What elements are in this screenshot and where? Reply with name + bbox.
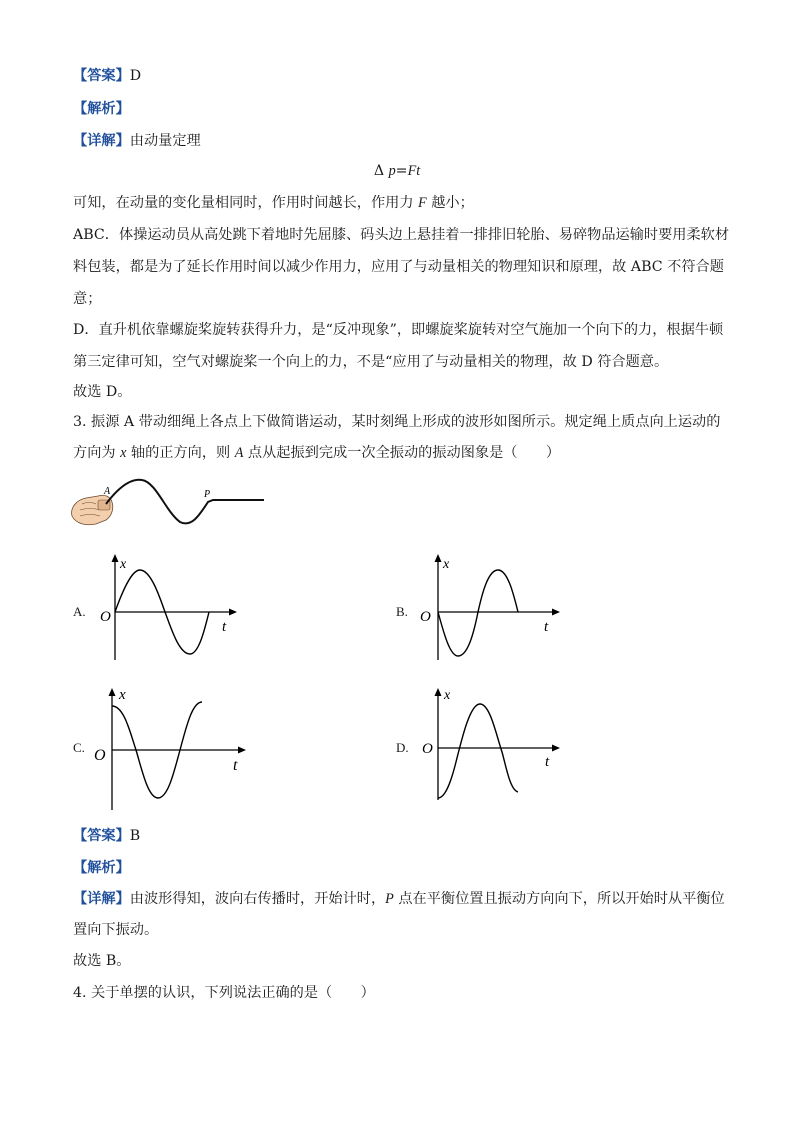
axis-arrow-icon [435, 554, 442, 562]
option-a-graph [95, 548, 245, 663]
conclusion: 故选 D。 [73, 384, 132, 400]
formula-delta: Δ [373, 163, 385, 179]
text-span: 可知，在动量的变化量相同时，作用时间越长，作用力 [73, 195, 419, 211]
axis-label-x: x [120, 557, 127, 572]
option-c-graph [92, 682, 252, 812]
text-span: 轴的正方向，则 [126, 445, 235, 461]
origin-label: O [422, 741, 433, 757]
paragraph-line: ABC．体操运动员从高处跳下着地时先屈膝、码头边上悬挂着一排排旧轮胎、易碎物品运输时要用柔软材 [73, 227, 730, 243]
text-span: 点在平衡位置且振动方向向下，所以开始时从平衡位 [393, 891, 725, 907]
paragraph-line: D．直升机依靠螺旋桨旋转获得升力，是“反冲现象”，即螺旋桨旋转对空气施加一个向下的力，根据牛顿 [73, 322, 724, 338]
hand-icon [72, 495, 113, 524]
rope-wave-figure [68, 470, 268, 532]
question-stem: 3. 振源 A 带动细绳上各点上下做简谐运动，某时刻绳上形成的波形如图所示。规定绳上质点向上运动的 [73, 414, 721, 430]
symbol-F: F [418, 195, 427, 211]
formula-eq: = [395, 163, 408, 179]
axis-label-t: t [544, 619, 549, 635]
axis-arrow-icon [435, 688, 442, 696]
detail-line [73, 889, 725, 909]
axis-label-x: x [443, 557, 450, 572]
answer-tag: 【答案】 [73, 68, 130, 84]
option-d-graph [418, 682, 568, 802]
text-span: 由波形得知，波向右传播时，开始计时， [129, 891, 386, 907]
answer-tag: 【答案】 [73, 828, 130, 844]
rope-label-A: A [104, 486, 111, 497]
analysis-line [73, 858, 130, 878]
origin-label: O [420, 609, 431, 625]
analysis-line [73, 99, 130, 119]
detail-intro: 由动量定理 [129, 133, 201, 149]
paragraph-line [73, 193, 474, 213]
curve [438, 570, 518, 656]
axis-arrow-icon [552, 609, 560, 616]
paragraph-line: 意； [73, 291, 102, 307]
symbol-A: A [234, 445, 244, 461]
formula [0, 161, 794, 181]
answer-line [73, 66, 141, 86]
axis-label-t: t [222, 619, 227, 635]
answer-value: D [129, 68, 142, 84]
axis-arrow-icon [238, 747, 246, 754]
text-span: 点从起振到完成一次全振动的振动图象是（ ） [243, 445, 561, 461]
origin-label: O [100, 609, 111, 625]
axis-arrow-icon [109, 688, 116, 696]
formula-Ft: Ft [407, 163, 421, 179]
formula-p: p [388, 163, 396, 179]
answer-line [73, 826, 140, 846]
symbol-x: x [120, 445, 127, 461]
analysis-tag: 【解析】 [73, 101, 130, 117]
axis-label-t: t [233, 757, 238, 774]
rope-wave [106, 480, 264, 524]
text-span: 越小； [426, 195, 474, 211]
detail-tag: 【详解】 [73, 891, 130, 907]
curve [438, 704, 518, 798]
option-b-graph [418, 548, 568, 663]
detail-tag: 【详解】 [73, 133, 130, 149]
detail-line [73, 131, 201, 151]
rope-label-P: P [204, 489, 211, 500]
question-stem [73, 443, 560, 463]
analysis-tag: 【解析】 [73, 860, 130, 876]
paragraph-line: 置向下振动。 [73, 922, 159, 938]
option-d-label: D. [396, 740, 409, 755]
text-span: 方向为 [73, 445, 121, 461]
paragraph-line: 料包装，都是为了延长作用时间以减少作用力，应用了与动量相关的物理知识和原理，故 ABC 不符合题 [73, 259, 724, 275]
axis-arrow-icon [112, 554, 119, 562]
option-b-label: B. [396, 604, 408, 619]
symbol-P: P [385, 891, 394, 907]
question-stem: 4. 关于单摆的认识，下列说法正确的是（ ） [73, 985, 375, 1001]
axis-label-x: x [119, 687, 126, 703]
axis-label-t: t [545, 754, 550, 770]
origin-label: O [94, 747, 106, 764]
conclusion: 故选 B。 [73, 953, 131, 969]
axis-arrow-icon [229, 609, 237, 616]
paragraph-line: 第三定律可知，空气对螺旋桨一个向上的力，不是“应用了与动量相关的物理，故 D 符合题意。 [73, 354, 669, 370]
option-c-label: C. [73, 740, 85, 755]
axis-label-x: x [444, 688, 451, 703]
option-a-label: A. [73, 604, 86, 619]
answer-value: B [129, 828, 141, 844]
axis-arrow-icon [552, 745, 560, 752]
